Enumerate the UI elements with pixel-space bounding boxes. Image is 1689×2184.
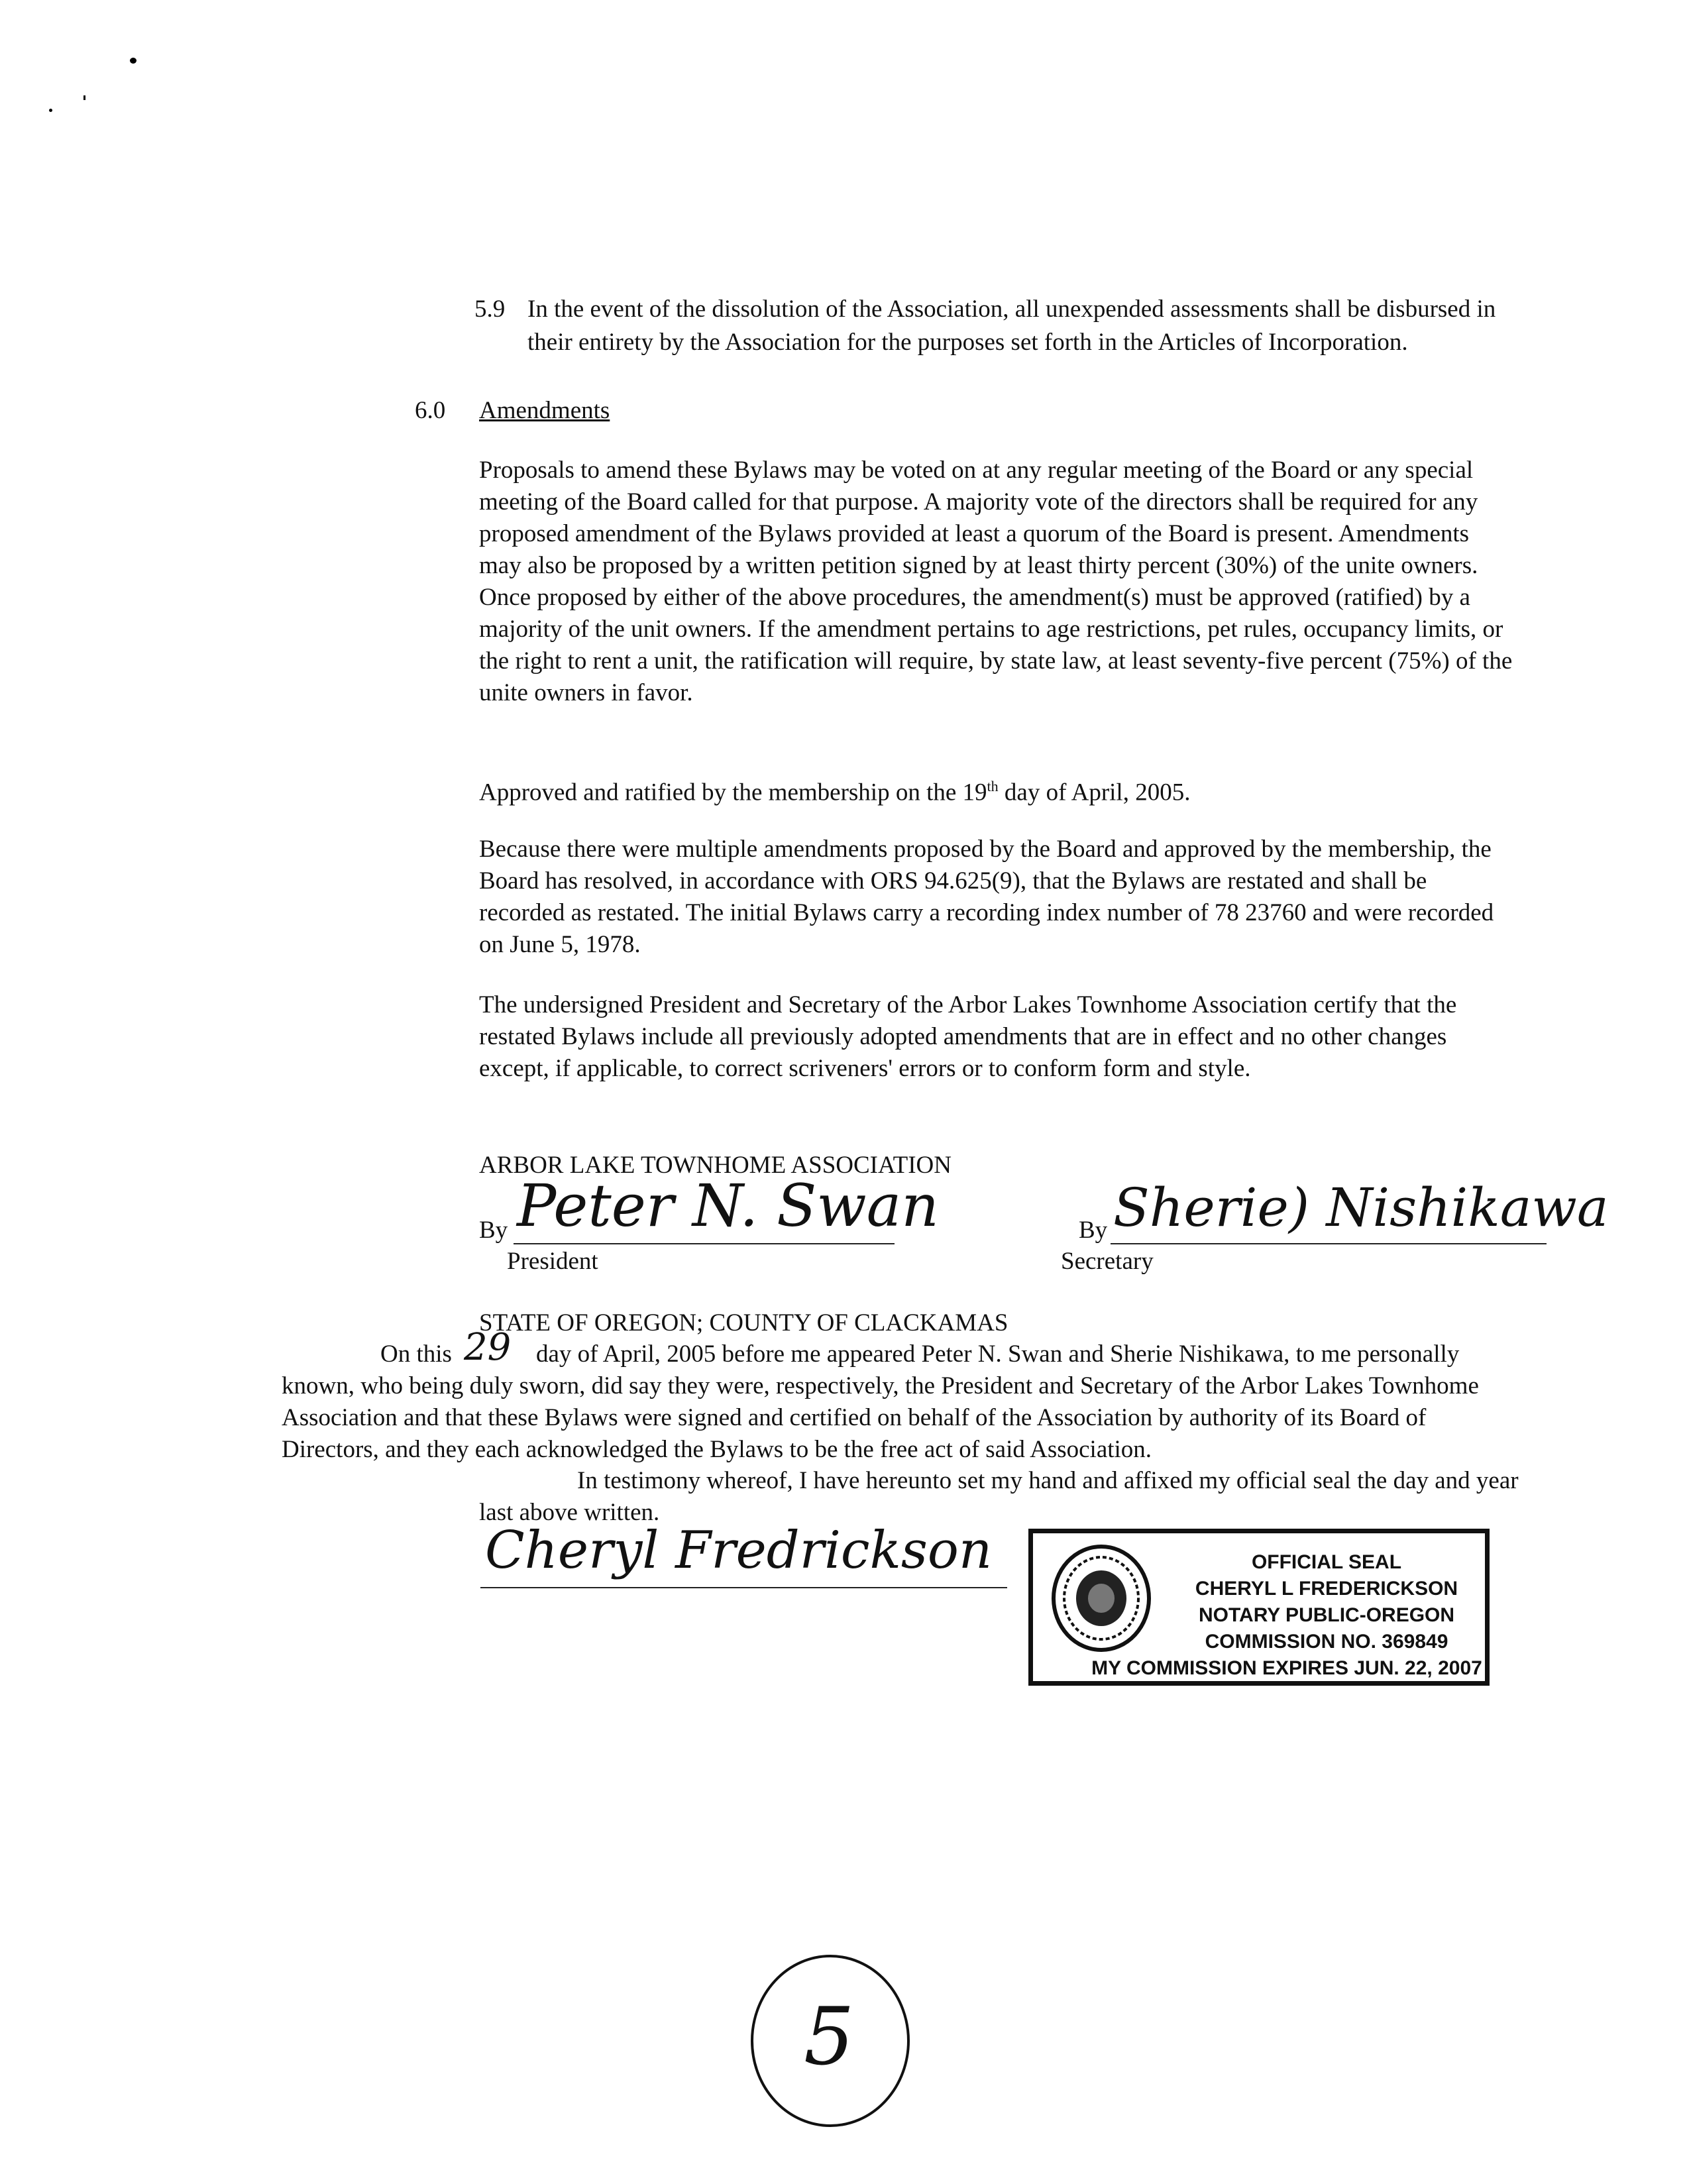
- notary-signature-line: [480, 1587, 1007, 1588]
- scan-speck: [130, 58, 136, 64]
- notary-state-line: STATE OF OREGON; COUNTY OF CLACKAMAS: [479, 1309, 1008, 1337]
- notary-last-written: last above written.: [479, 1499, 660, 1526]
- seal-line: CHERYL L FREDERICKSON: [1195, 1578, 1458, 1600]
- paragraph-line: unite owners in favor.: [479, 679, 693, 706]
- seal-line: OFFICIAL SEAL: [1251, 1551, 1402, 1573]
- notary-seal-emblem-icon: [1048, 1542, 1154, 1655]
- official-seal-text: [1091, 1549, 1492, 1682]
- paragraph-line: Once proposed by either of the above procedures, the amendment(s) must be approved (ratified) by a: [479, 584, 1470, 611]
- secretary-signature: Sherie) Nishikawa: [1113, 1177, 1609, 1238]
- notary-signature: Cheryl Fredrickson: [485, 1521, 993, 1580]
- notary-day-handwritten: 29: [464, 1326, 512, 1369]
- president-signature-line: [514, 1243, 895, 1244]
- section-5-9-line-1: In the event of the dissolution of the Association, all unexpended assessments shall be disbursed in: [527, 296, 1496, 323]
- secretary-label: Secretary: [1061, 1248, 1154, 1275]
- paragraph-line: recorded as restated. The initial Bylaws carry a recording index number of 78 23760 and were recorded: [479, 899, 1494, 926]
- paragraph-line: Proposals to amend these Bylaws may be voted on at any regular meeting of the Board or any special: [479, 457, 1474, 484]
- association-name: ARBOR LAKE TOWNHOME ASSOCIATION: [479, 1152, 952, 1179]
- notary-testimony: In testimony whereof, I have hereunto set my hand and affixed my official seal the day and year: [577, 1467, 1519, 1494]
- approval-line: [479, 771, 1190, 808]
- paragraph-line: restated Bylaws include all previously adopted amendments that are in effect and no other changes: [479, 1023, 1447, 1050]
- paragraph-line: except, if applicable, to correct scriveners' errors or to conform form and style.: [479, 1055, 1251, 1082]
- scan-speck: [49, 109, 52, 112]
- section-heading-amendments: Amendments: [479, 397, 610, 424]
- paragraph-line: the right to rent a unit, the ratification will require, by state law, at least seventy-five percent (75%) of the: [479, 647, 1513, 675]
- approval-superscript: th: [987, 778, 999, 794]
- paragraph-line: meeting of the Board called for that purpose. A majority vote of the directors shall be required for any: [479, 488, 1478, 516]
- certify-paragraph: [479, 989, 1456, 1085]
- amendments-paragraph: [479, 455, 1512, 709]
- notary-line-4: Directors, and they each acknowledged the Bylaws to be the free act of said Association.: [282, 1436, 1152, 1463]
- paragraph-line: majority of the unit owners. If the amendment pertains to age restrictions, pet rules, occupancy limits, or: [479, 616, 1503, 643]
- page-number: 5: [804, 1991, 855, 2083]
- notary-line-1: day of April, 2005 before me appeared Peter N. Swan and Sherie Nishikawa, to me personally: [536, 1340, 1460, 1368]
- approval-text-before: Approved and ratified by the membership on the 19: [479, 779, 987, 806]
- section-5-9-line-2: their entirety by the Association for the purposes set forth in the Articles of Incorporation.: [527, 329, 1408, 356]
- section-number-5-9: 5.9: [474, 296, 506, 323]
- paragraph-line: may also be proposed by a written petition signed by at least thirty percent (30%) of the unite owners.: [479, 552, 1478, 579]
- seal-line: MY COMMISSION EXPIRES JUN. 22, 2007: [1091, 1657, 1482, 1679]
- secretary-signature-line: [1111, 1243, 1547, 1244]
- secretary-by-label: By: [1079, 1217, 1108, 1244]
- paragraph-line: proposed amendment of the Bylaws provided at least a quorum of the Board is present. Amendments: [479, 520, 1470, 547]
- notary-line-2: known, who being duly sworn, did say they were, respectively, the President and Secretary of the Arbor Lakes Townhome: [282, 1372, 1479, 1399]
- president-by-label: By: [479, 1217, 508, 1244]
- scan-speck: [83, 95, 85, 100]
- paragraph-line: on June 5, 1978.: [479, 931, 641, 958]
- section-number-6-0: 6.0: [415, 397, 446, 424]
- approval-text-after: day of April, 2005.: [998, 779, 1191, 806]
- notary-on-this: On this: [380, 1340, 452, 1368]
- paragraph-line: Because there were multiple amendments proposed by the Board and approved by the membership, the: [479, 836, 1492, 863]
- paragraph-line: The undersigned President and Secretary of the Arbor Lakes Townhome Association certify that the: [479, 991, 1457, 1018]
- notary-line-3: Association and that these Bylaws were signed and certified on behalf of the Association by authority of its Board of: [282, 1404, 1427, 1431]
- president-signature: Peter N. Swan: [517, 1172, 939, 1240]
- paragraph-line: Board has resolved, in accordance with ORS 94.625(9), that the Bylaws are restated and shall be: [479, 867, 1427, 895]
- restated-paragraph: [479, 834, 1494, 961]
- seal-line: NOTARY PUBLIC-OREGON: [1198, 1604, 1455, 1626]
- president-label: President: [507, 1248, 598, 1275]
- seal-line: COMMISSION NO. 369849: [1205, 1631, 1448, 1653]
